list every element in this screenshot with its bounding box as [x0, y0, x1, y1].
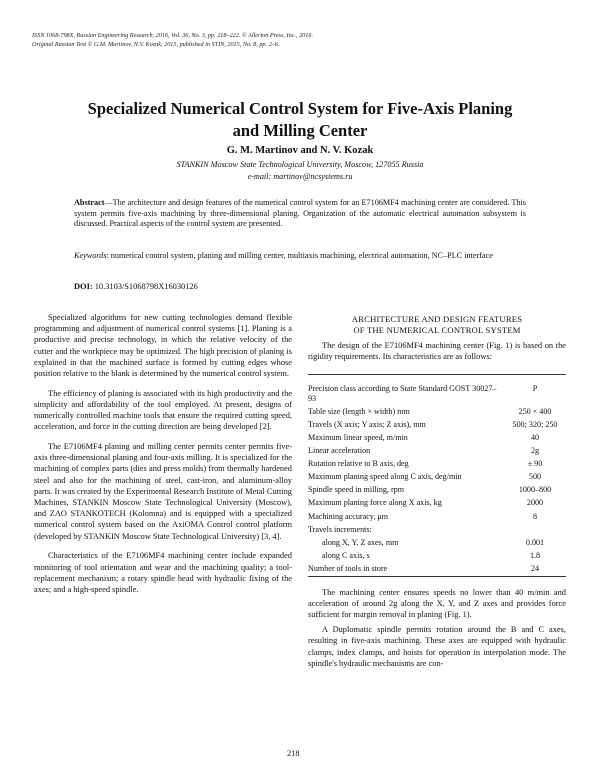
spec-value: 500 [528, 472, 542, 482]
doi [74, 282, 198, 291]
keywords [74, 251, 526, 262]
abstract-text: —The architecture and design features of the numerical control system for an E7106MF4 machining center are considered. This system permits five-axis machining by three-dimensional planing. Organization of the automatic electrical automation subsystem is discussed. Practical aspects of the control system are presented. [74, 198, 526, 229]
spec-param: along C axis, s [322, 550, 370, 560]
table-row [308, 458, 566, 471]
left-column [34, 312, 292, 604]
table-row [308, 562, 566, 576]
spec-param: Travels increments: [308, 524, 372, 534]
spec-param: Maximum planing speed along C axis, deg/min [308, 472, 462, 482]
spec-param: Precision class according to State Standard GOST 30027–93 [308, 383, 497, 403]
abstract [74, 198, 526, 230]
table-row [308, 471, 566, 484]
title-line-1: Specialized Numerical Control System for Five-Axis Planing [87, 99, 513, 118]
spec-value: 2g [530, 446, 540, 456]
spec-param: Spindle speed in milling, rpm [308, 485, 404, 495]
table-row [308, 405, 566, 418]
authors: G. M. Martinov and N. V. Kozak [226, 145, 374, 156]
spec-value [504, 523, 566, 536]
spec-value: 2000 [526, 498, 544, 508]
table-row [308, 536, 566, 549]
paragraph: Characteristics of the E7106MF4 machining center include expanded monitoring of tool orientation and wear and the machining quality; a tool-replacement mechanism; a rotary spindle head with hydraulic fixing of the axes; and a high-speed spindle. [34, 551, 292, 594]
keywords-text: : numerical control system, planing and milling center, multiaxis machining, electrical automation, NC–PLC interface [106, 251, 493, 260]
table-row [308, 418, 566, 431]
spec-param: Linear acceleration [308, 446, 371, 456]
table-row [308, 445, 566, 458]
paragraph: The machining center ensures speeds no lower than 40 m/min and acceleration of around 2g along the X, Y, and Z axes and provides force sufficient for margin removal in planing (Fig. 1). [308, 587, 566, 619]
section-heading [308, 314, 566, 335]
paragraph: The E7106MF4 planing and milling center permits center permits five-axis three-dimensional planing and four-axis milling. It is specialized for the machining of complex parts (dies and press molds) from thermally hardened steel and also for the machining of steel, cast-iron, and aluminum-alloy parts. It was created by the Experimental Research Institute of Metal Cutting Machines, STANKIN Moscow State Technological University (Moscow), and ZAO STANKOTECH (Kolomna) and is equipped with a specialized numerical control system based on the AxiOMA Control control platform (developed by STANKIN Moscow State Technological University) [3, 4]. [34, 442, 292, 541]
spec-table [308, 374, 566, 577]
spec-value: 1.8 [529, 550, 541, 560]
spec-value: P [532, 383, 538, 393]
paragraph: The efficiency of planing is associated with its high productivity and the simplicity and affordability of the tool employed. At present, designs of numerically controlled machine tools that ensure the required cutting speed, acceleration, and force in the cutting direction are being developed [2]. [34, 388, 292, 432]
table-row [308, 431, 566, 444]
table-row [308, 523, 566, 536]
paragraph: Specialized algorithms for new cutting technologies demand flexible programming and adjustment of numerical control systems [1]. Planing is a productive and precise technology, in which the relative velocity of the cutter and the workpiece may be optimized. The high precision of planing is explained in that the machined surface is formed by cutting edges whose position relative to the blank is determined by the numerical control system. [34, 313, 292, 379]
email: e-mail: martinov@ncsystems.ru [247, 172, 353, 181]
doi-value: 10.3103/S1068798X16030126 [94, 282, 198, 291]
table-row [308, 549, 566, 562]
spec-value: 24 [530, 563, 540, 573]
spec-value: 1000–800 [518, 485, 552, 495]
abstract-label: Abstract [74, 198, 105, 207]
spec-param: Machining accuracy, μm [308, 511, 388, 521]
paragraph: The design of the E7106MF4 machining center (Fig. 1) is based on the rigidity requirements. Its characteristics are as follows: [308, 341, 566, 362]
spec-param: Maximum planing force along X axis, kg [308, 498, 442, 508]
spec-param: Number of tools in store [308, 563, 388, 573]
spec-param: Rotation relative to B axis, deg [308, 459, 409, 469]
table-row [308, 497, 566, 510]
table-row [308, 510, 566, 523]
journal-header [32, 32, 532, 49]
spec-value: 8 [532, 511, 538, 521]
right-column [308, 314, 566, 669]
spec-value: 40 [530, 432, 540, 442]
header-line-1: ISSN 1068-798X, Russian Engineering Research, 2016, Vol. 36, No. 3, pp. 218–222. © Allerton Press, Inc., 2016. [32, 32, 313, 39]
spec-param: Maximum linear speed, m/min [308, 432, 408, 442]
header-line-2: Original Russian Text © G.M. Martinov, N.V. Kozak, 2015, published in STIN, 2015, No. 8, pp. 2–6. [32, 40, 280, 48]
spec-value: 0.001 [525, 537, 545, 547]
spec-param: Travels (X axis; Y axis; Z axis), mm [308, 419, 426, 429]
table-row [308, 484, 566, 497]
paper-title [60, 98, 540, 142]
spec-value: ± 90 [527, 459, 543, 469]
section-heading-line-1: ARCHITECTURE AND DESIGN FEATURES [351, 314, 523, 324]
section-heading-line-2: OF THE NUMERICAL CONTROL SYSTEM [353, 324, 521, 335]
spec-value: 250 × 400 [518, 406, 552, 416]
title-line-2: and Milling Center [232, 121, 368, 140]
affiliation: STANKIN Moscow State Technological University, Moscow, 127055 Russia [176, 160, 424, 169]
paragraph: A Duplomatic spindle permits rotation around the B and C axes, resulting in five-axis machining. These axes are equipped with hydraulic clamps, index clamps, and hoists for operation in interpolation mode. The spindle's hydraulic mechanisms are con- [308, 625, 566, 668]
spec-param: Table size (length × width) mm [308, 406, 410, 416]
spec-value: 500; 320; 250 [512, 419, 558, 429]
page-number: 218 [287, 749, 300, 758]
keywords-label: Keywords [74, 251, 107, 260]
spec-param: along X, Y, Z axes, mm [322, 537, 399, 547]
table-row [308, 374, 566, 405]
doi-label: DOI: [74, 282, 93, 291]
